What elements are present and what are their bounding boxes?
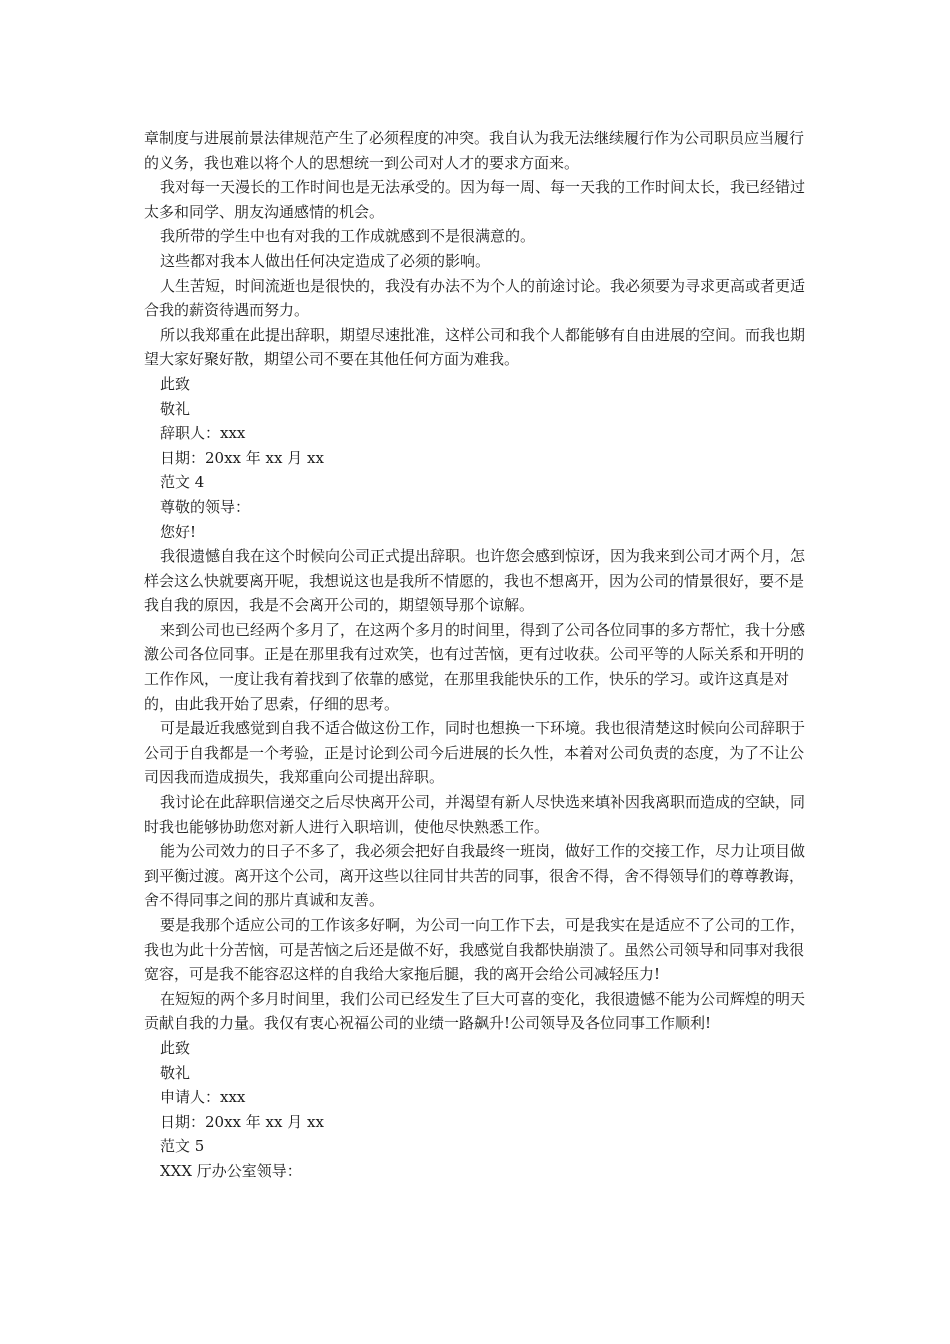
paragraph: 尊敬的领导：: [160, 497, 251, 516]
paragraph: 所以我郑重在此提出辞职，期望尽速批准，这样公司和我个人都能够有自由进展的空间。而我也期望大家好聚好散，期望公司不要在其他任何方面为难我。: [144, 325, 806, 369]
paragraph: 能为公司效力的日子不多了，我必须会把好自我最终一班岗，做好工作的交接工作，尽力让项目做到平衡过渡。离开这个公司，离开这些以往同甘共苦的同事，很舍不得，舍不得领导们的尊尊教诲，舍不得同事之间的那片真诚和友善。: [144, 842, 806, 910]
paragraph: 您好!: [160, 522, 197, 541]
paragraph: 此致: [160, 374, 191, 393]
paragraph: 此致: [160, 1038, 191, 1057]
paragraph: 可是最近我感觉到自我不适合做这份工作，同时也想换一下环境。我也很清楚这时候向公司辞职于公司于自我都是一个考验，正是讨论到公司今后进展的长久性，本着对公司负责的态度，为了不让公司因我而造成损失，我郑重向公司提出辞职。: [144, 719, 806, 787]
paragraph: 来到公司也已经两个多月了，在这两个多月的时间里，得到了公司各位同事的多方帮忙，我十分感激公司各位同事。正是在那里我有过欢笑，也有过苦恼，更有过收获。公司平等的人际关系和开明的工作作风，一度让我有着找到了依靠的感觉，在那里我能快乐的工作，快乐的学习。或许这真是对的，由此我开始了思索，仔细的思考。: [144, 620, 806, 713]
paragraph: 这些都对我本人做出任何决定造成了必须的影响。: [160, 251, 491, 270]
paragraph: 人生苦短，时间流逝也是很快的，我没有办法不为个人的前途讨论。我必须要为寻求更高或者更适合我的薪资待遇而努力。: [144, 276, 806, 320]
paragraph: 范文 4: [160, 473, 205, 492]
paragraph: 我所带的学生中也有对我的工作成就感到不是很满意的。: [160, 227, 536, 246]
paragraph: 要是我那个适应公司的工作该多好啊，为公司一向工作下去，可是我实在是适应不了公司的工作，我也为此十分苦恼，可是苦恼之后还是做不好，我感觉自我都快崩溃了。虽然公司领导和同事对我很宽容，可是我不能容忍这样的自我给大家拖后腿，我的离开会给公司减轻压力!: [144, 916, 806, 984]
paragraph: 敬礼: [160, 399, 191, 418]
paragraph: 辞职人：xxx: [160, 424, 246, 443]
paragraph: 我对每一天漫长的工作时间也是无法承受的。因为每一周、每一天我的工作时间太长，我已经错过太多和同学、朋友沟通感情的机会。: [144, 178, 806, 221]
document-body: [144, 126, 806, 1184]
paragraph: 我很遗憾自我在这个时候向公司正式提出辞职。也许您会感到惊讶，因为我来到公司才两个月，怎样会这么快就要离开呢，我想说这也是我所不情愿的，我也不想离开，因为公司的情景很好，要不是我自我的原因，我是不会离开公司的，期望领导那个谅解。: [144, 547, 806, 615]
paragraph: 范文 5: [160, 1137, 205, 1156]
paragraph: XXX 厅办公室领导：: [160, 1161, 302, 1180]
paragraph: 敬礼: [160, 1063, 191, 1082]
paragraph: 我讨论在此辞职信递交之后尽快离开公司，并渴望有新人尽快选来填补因我离职而造成的空缺，同时我也能够协助您对新人进行入职培训，使他尽快熟悉工作。: [144, 793, 806, 836]
paragraph: 日期：20xx 年 xx 月 xx: [160, 1112, 324, 1131]
paragraph: 日期：20xx 年 xx 月 xx: [160, 448, 324, 467]
paragraph: 章制度与进展前景法律规范产生了必须程度的冲突。我自认为我无法继续履行作为公司职员应当履行的义务，我也难以将个人的思想统一到公司对人才的要求方面来。: [144, 129, 805, 172]
paragraph: 在短短的两个多月时间里，我们公司已经发生了巨大可喜的变化，我很遗憾不能为公司辉煌的明天贡献自我的力量。我仅有衷心祝福公司的业绩一路飙升!公司领导及各位同事工作顺利!: [144, 989, 806, 1033]
paragraph: 申请人：xxx: [160, 1088, 246, 1107]
